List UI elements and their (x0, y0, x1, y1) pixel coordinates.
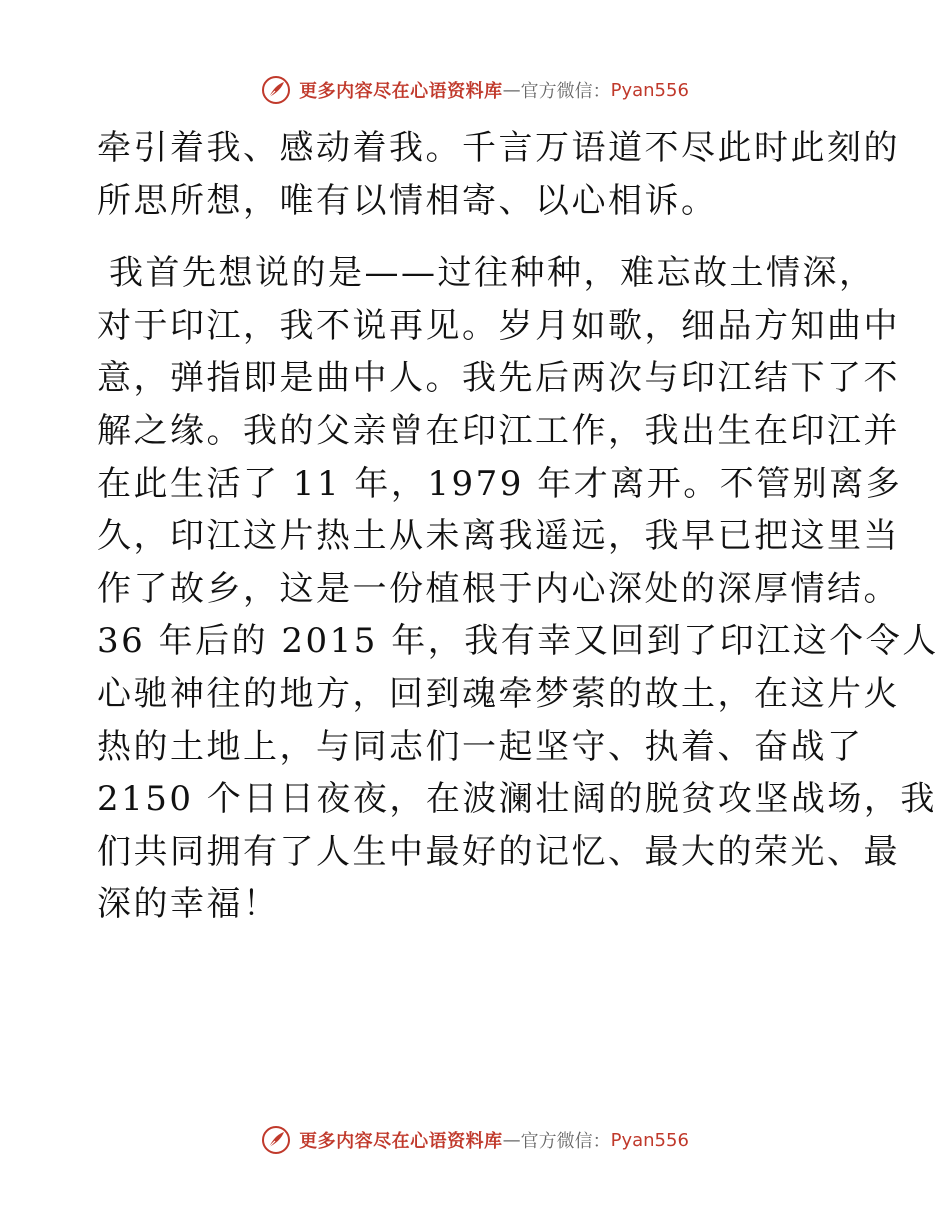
watermark-separator: — (502, 1129, 521, 1151)
text-line: 意，弹指即是曲中人。我先后两次与印江结下了不 (97, 358, 900, 399)
feather-pen-icon (261, 1125, 291, 1155)
watermark-wechat-label: 官方微信： (520, 81, 611, 102)
text-line: 在此生活了 11 年，1979 年才离开。不管别离多 (97, 463, 903, 504)
feather-pen-icon (261, 75, 291, 105)
text-line: 作了故乡，这是一份植根于内心深处的深厚情结。 (97, 568, 900, 609)
text-line: 深的幸福！ (97, 884, 280, 925)
header-watermark (0, 70, 950, 110)
text-line: 36 年后的 2015 年，我有幸又回到了印江这个令人 (97, 621, 939, 662)
text-line: 我首先想说的是——过往种种，难忘故土情深， (109, 253, 876, 294)
text-line: 热的土地上，与同志们一起坚守、执着、奋战了 (97, 726, 864, 767)
paragraph-gap (97, 227, 867, 247)
paragraph-1 (97, 122, 900, 227)
watermark-wechat-label: 官方微信： (520, 1131, 611, 1152)
text-line: 2150 个日日夜夜，在波澜壮阔的脱贫攻坚战场，我 (97, 779, 937, 820)
watermark-brand-text: 更多内容尽在心语资料库 (299, 81, 503, 102)
paragraph-2 (97, 247, 939, 931)
text-line: 们共同拥有了人生中最好的记忆、最大的荣光、最 (97, 831, 900, 872)
text-line: 解之缘。我的父亲曾在印江工作，我出生在印江并 (97, 410, 900, 451)
footer-watermark (0, 1120, 950, 1160)
text-line: 所思所想，唯有以情相寄、以心相诉。 (97, 180, 718, 221)
text-line: 久，印江这片热土从未离我遥远，我早已把这里当 (97, 516, 900, 557)
text-line: 对于印江，我不说再见。岁月如歌，细品方知曲中 (97, 305, 900, 346)
watermark-brand-text: 更多内容尽在心语资料库 (299, 1131, 503, 1152)
watermark-separator: — (502, 79, 521, 101)
watermark-wechat-id: Pyan556 (610, 1129, 689, 1151)
text-line: 心驰神往的地方，回到魂牵梦萦的故土，在这片火 (97, 673, 900, 714)
document-body (97, 122, 939, 931)
text-line: 牵引着我、感动着我。千言万语道不尽此时此刻的 (97, 128, 900, 168)
watermark-wechat-id: Pyan556 (610, 79, 689, 101)
